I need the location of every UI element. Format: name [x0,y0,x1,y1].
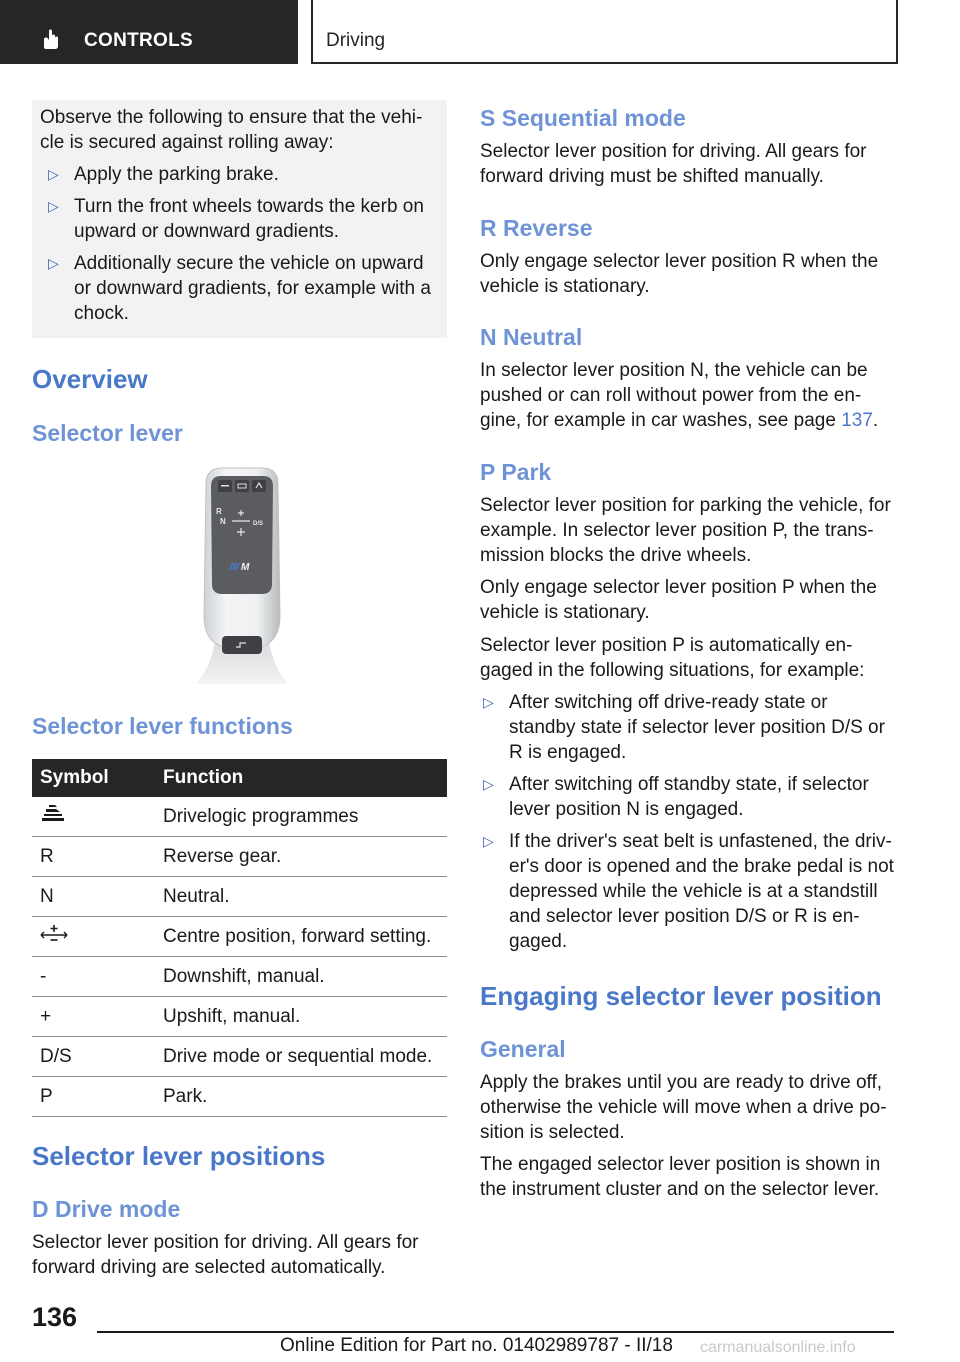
table-row [32,957,447,997]
page-link[interactable]: 137 [841,410,873,431]
symbol-cell [32,917,155,957]
neutral-line [480,408,878,433]
symbol-cell: - [32,957,155,997]
neutral-line-text: gine, for example in car washes, see page [480,410,842,431]
selector-lever-image [196,466,288,684]
hand-icon [40,28,62,50]
edition-text: Online Edition for Part no. 01402989787 - II/18 [280,1335,673,1356]
lever-label-ds: D/S [253,521,264,527]
function-cell: Downshift, manual. [155,957,447,997]
function-cell: Centre position, forward setting. [155,917,447,957]
symbol-cell: + [32,997,155,1037]
general-heading: General [480,1036,566,1062]
note-bullet-line: or downward gradients, for example with a [74,278,431,299]
overview-heading: Overview [32,364,148,394]
table-row [32,997,447,1037]
park-bullet-line: If the driver's seat belt is unfastened, the driv- [509,831,892,852]
park-p1-line: example. In selector lever position P, the trans- [480,520,874,541]
engaging-p2-line: the instrument cluster and on the selector lever. [480,1179,880,1200]
note-intro-line-2: cle is secured against rolling away: [40,132,334,153]
positions-heading: Selector lever positions [32,1141,326,1171]
function-cell: Reverse gear. [155,837,447,877]
table-row [32,797,447,837]
park-p3-line: Selector lever position P is automatically en- [480,635,853,656]
symbol-cell: D/S [32,1037,155,1077]
triangle-bullet-icon: ▷ [483,776,494,792]
park-p1-line: mission blocks the drive wheels. [480,545,752,566]
park-bullet-line: After switching off standby state, if selector [509,774,869,795]
function-cell: Neutral. [155,877,447,917]
engaging-p1-line: otherwise the vehicle will move when a drive po- [480,1097,887,1118]
triangle-bullet-icon: ▷ [48,255,59,271]
sequential-mode-line: forward driving must be shifted manually. [480,166,824,187]
function-cell: Drivelogic programmes [155,797,447,837]
table-row [32,1037,447,1077]
symbol-cell: N [32,877,155,917]
selector-lever-heading: Selector lever [32,420,183,446]
functions-heading: Selector lever functions [32,713,293,739]
note-bullet-line: Apply the parking brake. [74,164,279,185]
park-bullet-line: lever position N is engaged. [509,799,744,820]
note-box [32,100,447,338]
drive-mode-heading: D Drive mode [32,1196,181,1222]
lever-label-n: N [220,517,226,526]
park-p3-line: gaged in the following situations, for example: [480,660,865,681]
sequential-mode-heading: S Sequential mode [480,105,686,131]
triangle-bullet-icon: ▷ [48,166,59,182]
park-bullet-line: gaged. [509,931,568,952]
section-title: CONTROLS [84,30,194,51]
park-heading: P Park [480,459,552,485]
symbol-cell [32,797,155,837]
triangle-bullet-icon: ▷ [483,694,494,710]
chapter-header [311,0,898,64]
reverse-line: vehicle is stationary. [480,276,650,297]
park-p2-line: vehicle is stationary. [480,602,650,623]
neutral-line: In selector lever position N, the vehicle can be [480,360,868,381]
drive-mode-line: forward driving are selected automatically. [32,1257,386,1278]
centre-position-icon [40,924,68,944]
header-function: Function [155,759,447,797]
section-tab[interactable] [0,0,298,64]
table-row [32,1077,447,1117]
drive-mode-line: Selector lever position for driving. All gears for [32,1232,419,1253]
park-p2-line: Only engage selector lever position P when the [480,577,877,598]
neutral-line-end: . [872,410,879,431]
park-bullet-line: standby state if selector lever position D/S or [509,717,885,738]
triangle-bullet-icon: ▷ [483,833,494,849]
table-row [32,917,447,957]
footer-divider [97,1331,894,1333]
engaging-p2-line: The engaged selector lever position is shown in [480,1154,881,1175]
symbol-cell: P [32,1077,155,1117]
table-row [32,837,447,877]
neutral-heading: N Neutral [480,324,583,350]
table-header-row [32,759,447,797]
park-p1-line: Selector lever position for parking the vehicle, for [480,495,891,516]
page-number: 136 [32,1302,78,1332]
park-bullet-line: R is engaged. [509,742,627,763]
note-bullet-line: chock. [74,303,129,324]
lever-label-r: R [216,507,222,516]
symbol-cell: R [32,837,155,877]
sequential-mode-line: Selector lever position for driving. All gears for [480,141,867,162]
functions-table [32,759,447,1117]
drivelogic-icon [40,804,66,824]
engaging-p1-line: sition is selected. [480,1122,625,1143]
watermark: carmanualsonline.info [700,1339,856,1356]
table-row [32,877,447,917]
lever-label-m: M [241,562,250,573]
function-cell: Upshift, manual. [155,997,447,1037]
note-bullet-line: Turn the front wheels towards the kerb on [74,196,424,217]
engaging-p1-line: Apply the brakes until you are ready to drive off, [480,1072,883,1093]
park-bullet-line: depressed while the vehicle is at a standstill [509,881,878,902]
park-bullet-line: After switching off drive-ready state or [509,692,828,713]
note-intro-line-1: Observe the following to ensure that the vehi- [40,107,423,128]
triangle-bullet-icon: ▷ [48,198,59,214]
park-bullet-line: and selector lever position D/S or R is en- [509,906,860,927]
neutral-line: pushed or can roll without power from the en- [480,385,862,406]
engaging-heading: Engaging selector lever position [480,981,882,1011]
function-cell: Park. [155,1077,447,1117]
reverse-heading: R Reverse [480,215,593,241]
park-bullet-line: er's door is opened and the brake pedal is not [509,856,894,877]
function-cell: Drive mode or sequential mode. [155,1037,447,1077]
note-bullet-line: upward or downward gradients. [74,221,340,242]
chapter-title: Driving [326,30,386,51]
header-symbol: Symbol [32,759,155,797]
note-bullet-line: Additionally secure the vehicle on upward [74,253,424,274]
reverse-line: Only engage selector lever position R when the [480,251,879,272]
